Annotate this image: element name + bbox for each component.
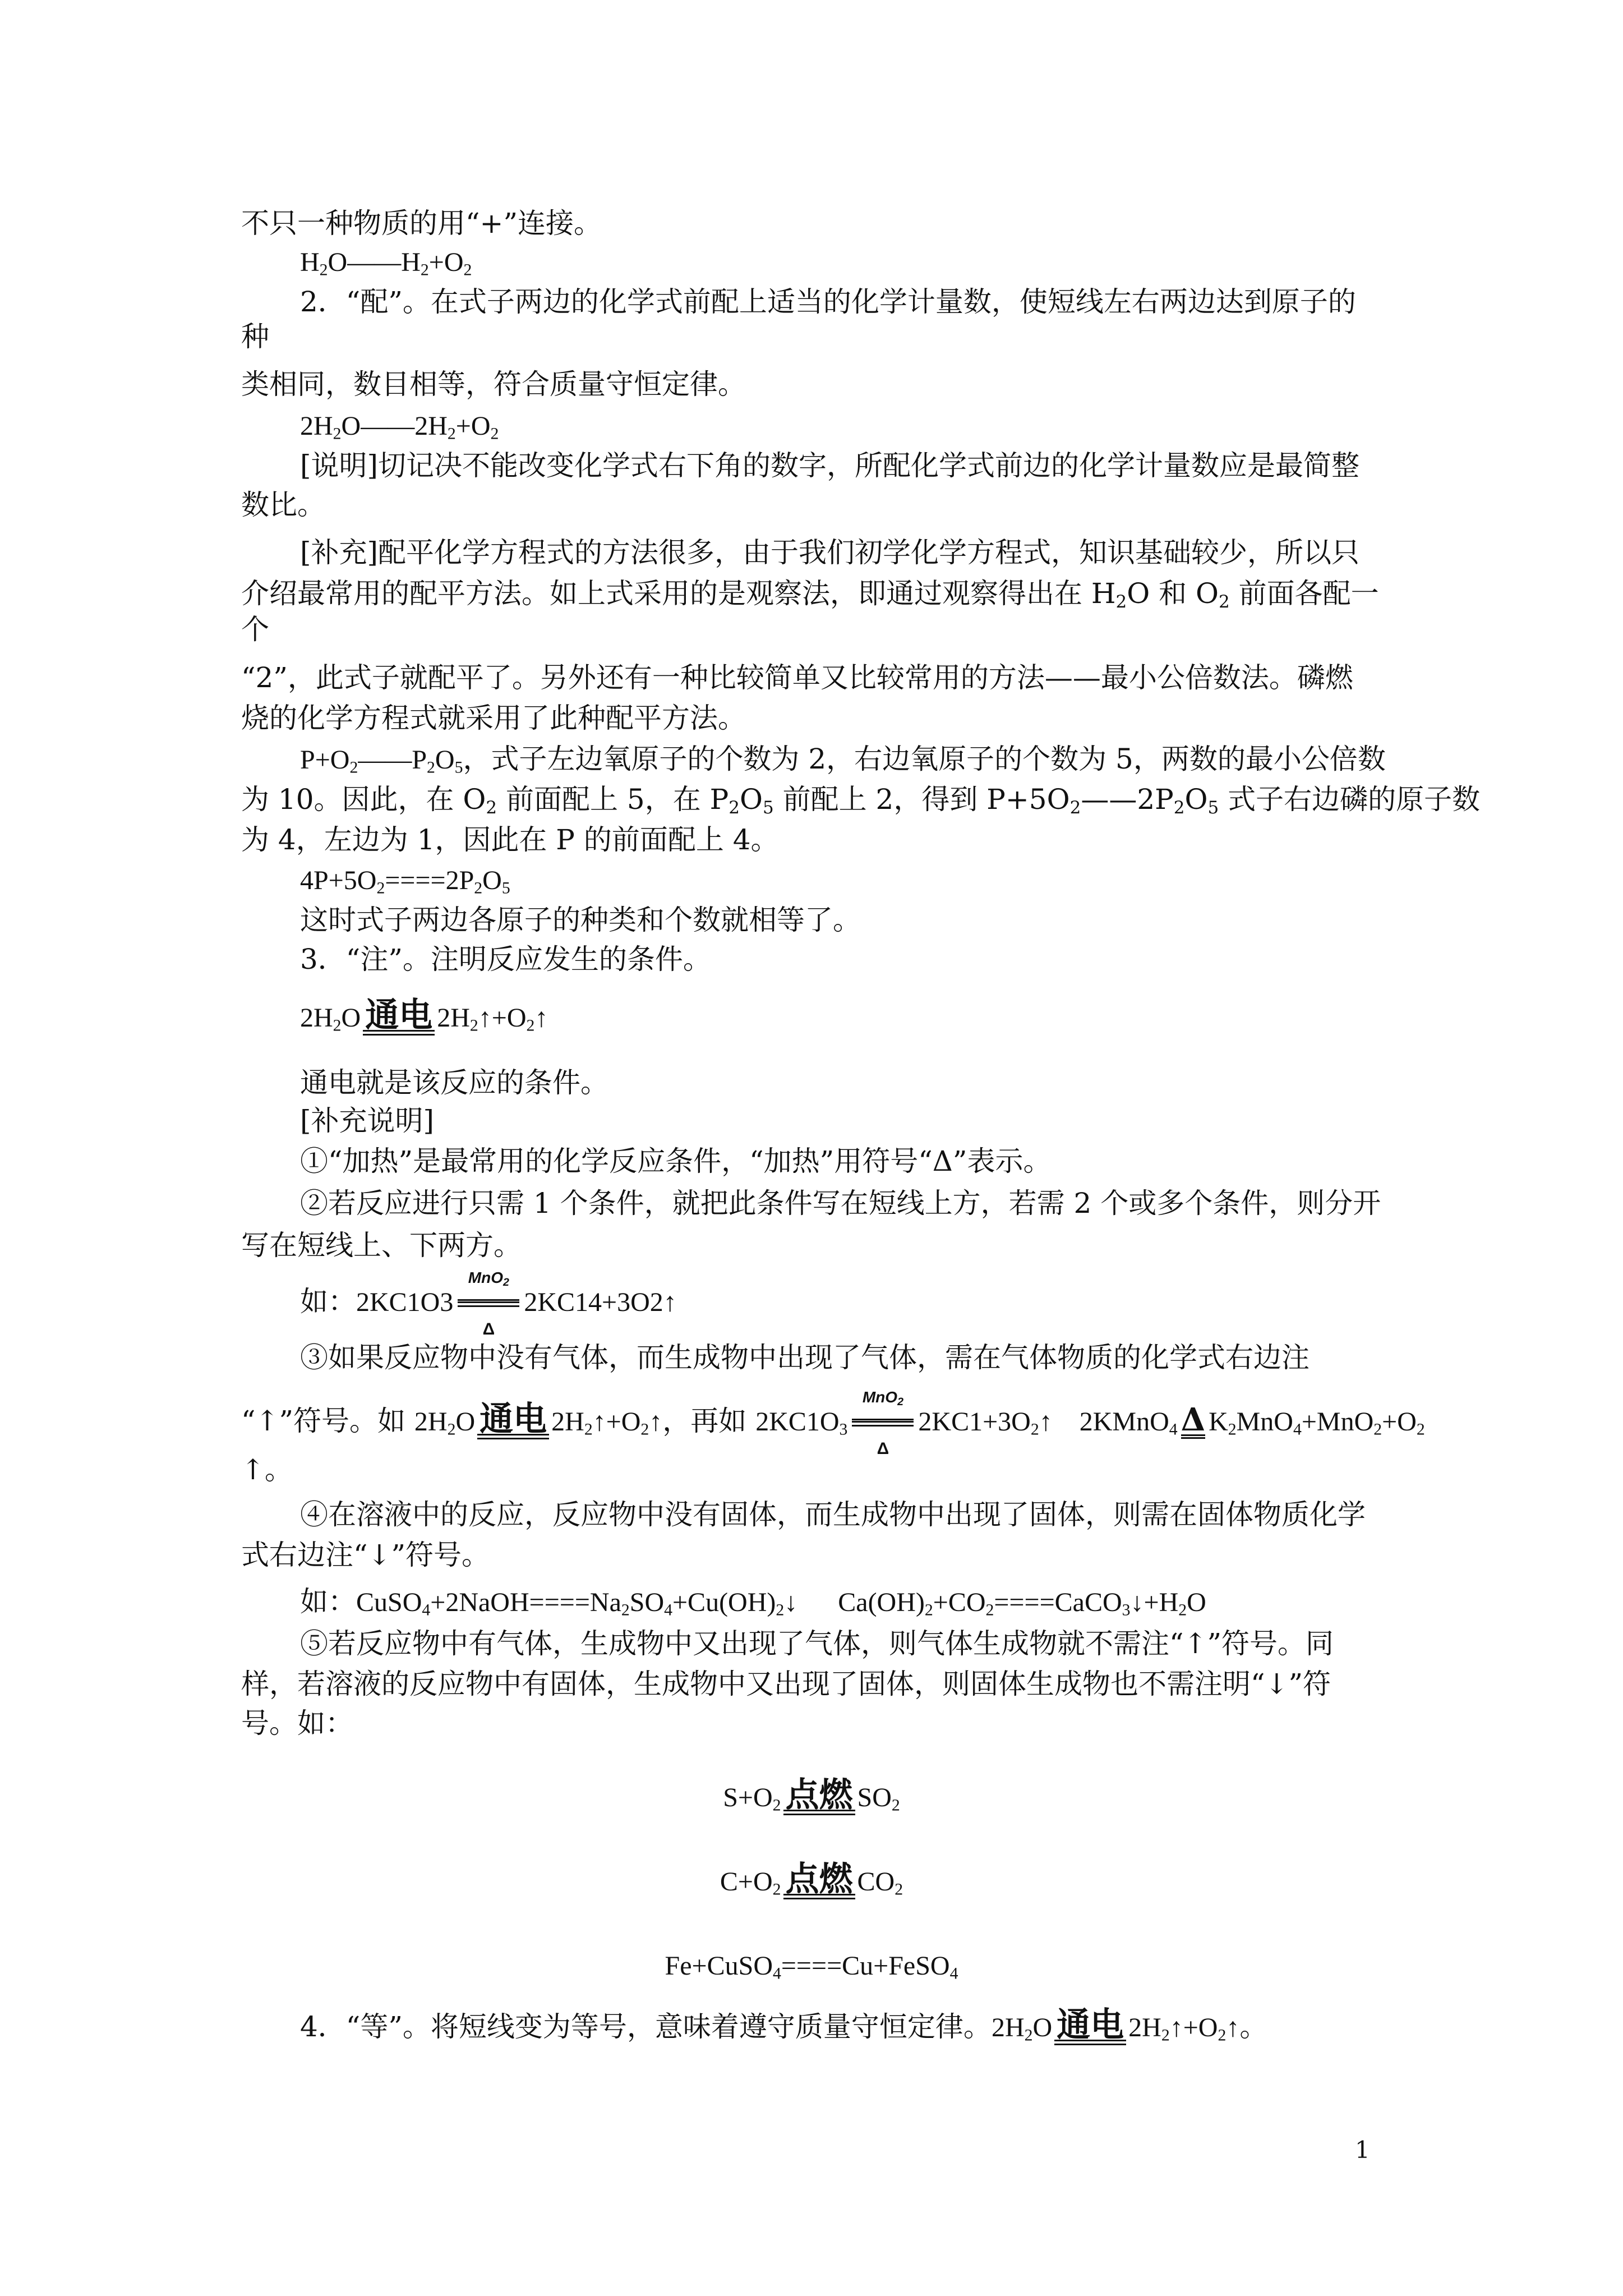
equation-water-balanced: $2H_2O——2H_2+O_2$ — [300, 411, 499, 443]
text-line: “2”，此式子就配平了。另外还有一种比较简单又比较常用的方法——最小公倍数法。磷燃 — [241, 661, 1353, 694]
text-line: 个 — [241, 613, 269, 646]
text-line: ⑤若反应物中有气体，生成物中又出现了气体，则气体生成物就不需注“↑”符号。同 — [300, 1627, 1334, 1660]
section-heading: 4．“等”。将短线变为等号，意味着遵守质量守恒定律。$2H_2O$ 通电 $2H_2↑+O_2↑$。 — [300, 2005, 1268, 2045]
text-line: ①“加热”是最常用的化学反应条件，“加热”用符号“Δ”表示。 — [300, 1145, 1052, 1177]
text-line: 烧的化学方程式就采用了此种配平方法。 — [241, 702, 746, 734]
text-line: 不只一种物质的用“+”连接。 — [241, 207, 602, 240]
equation-sulfur: $S+O_2$ 点燃 $SO_2$ — [723, 1777, 900, 1815]
section-heading: 3．“注”。注明反应发生的条件。 — [300, 943, 711, 976]
text-line: $P+O_2——P_2O_5$，式子左边氧原子的个数为 2，右边氧原子的个数为 5，两数的最小公倍数 — [300, 743, 1386, 777]
text-line: 式右边注“↓”符号。 — [241, 1539, 490, 1571]
text-line: “↑”符号。如 $2H_2O$ 通电 $2H_2↑+O_2↑$，再如 $2KC1O_3$ MnO$_2$ Δ $2KC1+3O_2↑$ 2KMnO$_4$ Δ $K_2MnO_4+MnO_2+O_2$ — [241, 1388, 1425, 1458]
text-line: 这时式子两边各原子的种类和个数就相等了。 — [300, 904, 861, 936]
text-line: 数比。 — [241, 489, 325, 521]
equation-water-unbalanced: $H_2O——H_2+O_2$ — [300, 247, 472, 279]
text-line: 写在短线上、下两方。 — [241, 1229, 522, 1262]
text-line: 为 10。因此，在 $O_2$ 前面配上 5，在 $P_2O_5$ 前配上 2，得到 $P+5O_2——2P_2O_5$ 式子右边磷的原子数 — [241, 783, 1481, 818]
equation-carbon: $C+O_2$ 点燃 $CO_2$ — [720, 1861, 903, 1899]
text-line: 介绍最常用的配平方法。如上式采用的是观察法，即通过观察得出在 $H_2O$ 和 $O_2$ 前面各配一 — [241, 577, 1379, 612]
text-line: 种 — [241, 320, 269, 353]
text-line: 号。如： — [241, 1707, 353, 1740]
page-number: 1 — [1355, 2136, 1370, 2164]
text-line: [补充说明] — [300, 1105, 435, 1137]
text-line: ②若反应进行只需 1 个条件，就把此条件写在短线上方，若需 2 个或多个条件，则分开 — [300, 1187, 1381, 1220]
text-line: ④在溶液中的反应，反应物中没有固体，而生成物中出现了固体，则需在固体物质化学 — [300, 1498, 1366, 1531]
equation-electrolysis: $2H_2O$ 通电 $2H_2↑+O_2↑$ — [300, 997, 548, 1035]
equation-kclo3-example: 如：2KC1O3 MnO$_2$ Δ 2KC14+3O2↑ — [300, 1269, 677, 1338]
text-line: 样，若溶液的反应物中有固体，生成物中又出现了固体，则固体生成物也不需注明“↓”符 — [241, 1668, 1331, 1700]
note-line: [说明]切记决不能改变化学式右下角的数字，所配化学式前边的化学计量数应是最简整 — [300, 449, 1360, 482]
equation-phosphorus: $4P+5O_2====2P_2O_5$ — [300, 866, 510, 898]
condition-label: 通电 — [363, 999, 435, 1032]
supplement-line: [补充]配平化学方程式的方法很多，由于我们初学化学方程式，知识基础较少，所以只 — [300, 536, 1360, 569]
equation-precipitation: 如：$CuSO_4+2NaOH====Na_2SO_4+Cu(OH)_2↓$ $Ca(OH)_2+CO_2====CaCO_3↓+H_2O$ — [300, 1585, 1206, 1619]
text-line: ③如果反应物中没有气体，而生成物中出现了气体，需在气体物质的化学式右边注 — [300, 1341, 1310, 1374]
text-line: 通电就是该反应的条件。 — [300, 1066, 608, 1099]
text-line: 2．“配”。在式子两边的化学式前配上适当的化学计量数，使短线左右两边达到原子的 — [300, 286, 1356, 318]
text-line: 类相同，数目相等，符合质量守恒定律。 — [241, 368, 746, 401]
text-line: ↑。 — [241, 1453, 293, 1486]
equation-iron: Fe+CuSO$_4$====Cu+FeSO$_4$ — [665, 1951, 958, 1983]
text-line: 为 4，左边为 1，因此在 P 的前面配上 4。 — [241, 823, 779, 856]
